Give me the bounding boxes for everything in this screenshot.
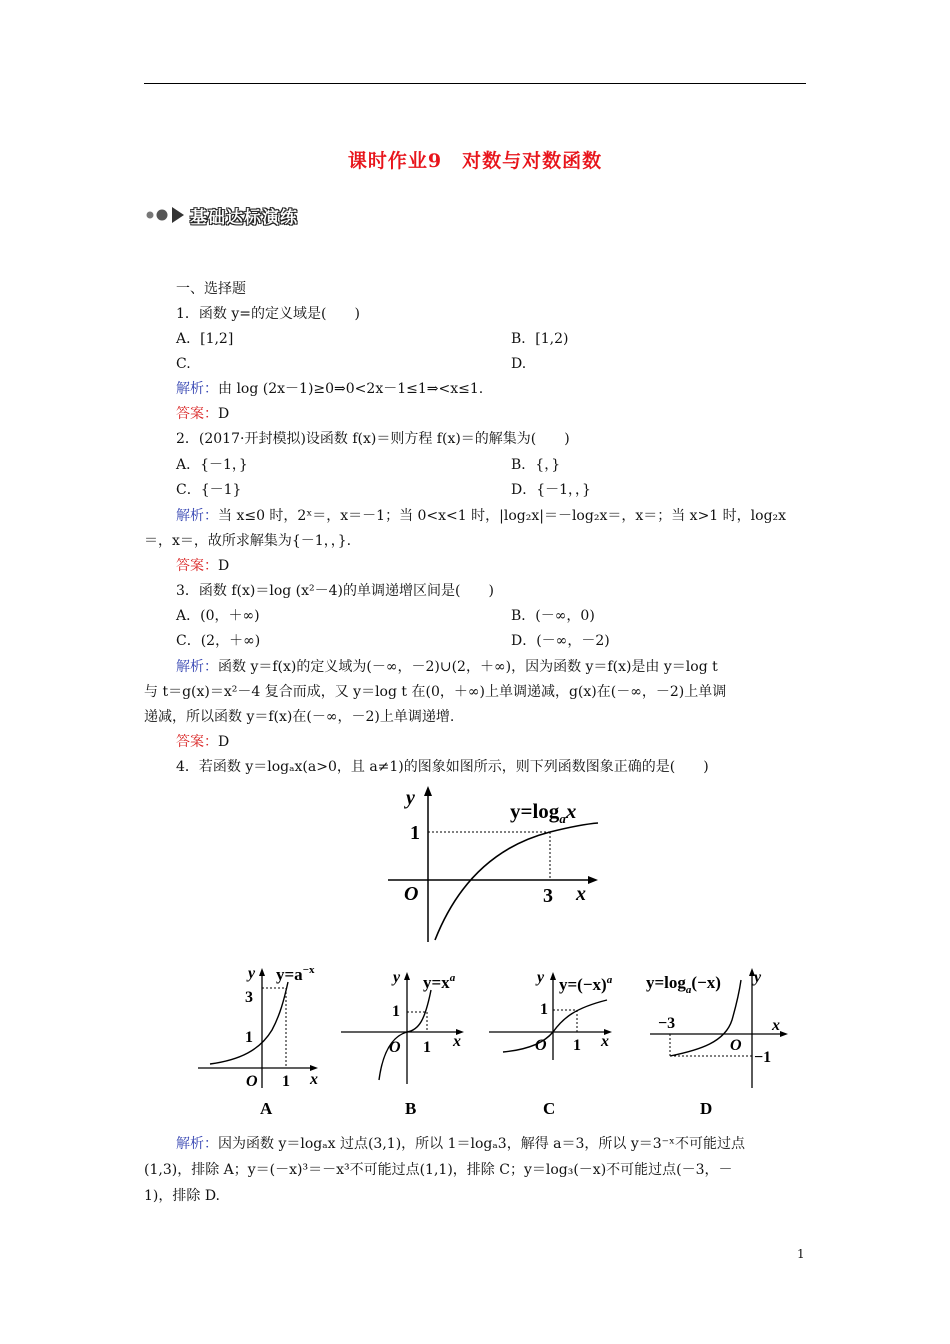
svg-text:1: 1 — [245, 1029, 253, 1046]
svg-text:−3: −3 — [658, 1015, 676, 1032]
q1-option-d: D. — [511, 356, 527, 372]
q4-stem: 4．若函数 y＝logₐx(a>0，且 a≠1)的图象如图所示，则下列函数图象正确的是( ) — [176, 759, 709, 775]
q2-analysis-1: 解析：当 x≤0 时，2ˣ＝，x＝－1；当 0<x<1 时，|log₂x|＝－log₂x＝，x＝；当 x>1 时，log₂x — [176, 508, 787, 524]
graph-c-label: C — [543, 1099, 556, 1118]
svg-text:y=(−x)a: $y=(-x)^a$ — [559, 974, 613, 994]
svg-text:1: 1 — [282, 1073, 290, 1090]
graph-c-curve — [503, 1000, 607, 1052]
answer-label: 答案： — [176, 406, 218, 422]
origin-label: O — [404, 883, 419, 905]
q2-option-c: C．{－1} — [176, 482, 242, 498]
q4-graph-b — [337, 960, 482, 1120]
y-axis-arrow — [424, 786, 432, 796]
graph-a-label: A — [260, 1099, 273, 1118]
page-title: 课时作业9 对数与对数函数 — [347, 150, 603, 172]
graph-b-curve — [379, 990, 431, 1080]
svg-text:1: 1 — [540, 1001, 548, 1018]
svg-text:y: y — [393, 969, 401, 986]
q3-analysis-2: 与 t＝g(x)＝x²－4 复合而成，又 y＝log t 在(0，＋∞)上单调递减，g(x)在(－∞，－2)上单调 — [144, 684, 727, 700]
q1-answer: 答案：D — [176, 406, 230, 422]
svg-text:y: y — [537, 969, 545, 986]
q4-graph-c — [485, 960, 630, 1120]
function-label: $y=\log_ax$ — [510, 799, 577, 826]
svg-text:y=loga(−x): $y=\log_a(-x)$ — [646, 973, 721, 996]
q3-option-a: A．(0，＋∞) — [176, 608, 260, 624]
graph-d-label: D — [700, 1099, 713, 1118]
q4-graph-a — [190, 960, 335, 1120]
svg-text:O: O — [535, 1037, 547, 1054]
q4-graph-d — [640, 960, 800, 1120]
section-heading: 一、选择题 — [176, 281, 246, 297]
y-label: y — [406, 787, 415, 809]
q2-option-d: D．{－1，，} — [511, 482, 591, 498]
q2-stem: 2．(2017·开封模拟)设函数 f(x)＝则方程 f(x)＝的解集为( ) — [176, 431, 570, 447]
q4-analysis-3: 1)，排除 D. — [144, 1188, 220, 1204]
q1-analysis: 解析：由 log (2x－1)≥0⇒0<2x－1≤1⇒<x≤1. — [176, 381, 484, 397]
q4-analysis-2: (1,3)，排除 A；y＝(－x)³＝－x³不可能过点(1,1)，排除 C；y＝log₃(－x)不可能过点(－3，－ — [144, 1162, 733, 1178]
x-label: x — [576, 883, 586, 905]
x-axis-arrow — [588, 876, 598, 884]
q2-option-b: B．{，} — [511, 457, 561, 473]
q3-option-c: C．(2，＋∞) — [176, 633, 261, 649]
svg-text:1: 1 — [423, 1039, 431, 1056]
q1-option-c: C. — [176, 356, 191, 372]
q2-answer: 答案：D — [176, 558, 230, 574]
graph-b-label: B — [405, 1099, 417, 1118]
q3-analysis-3: 递减，所以函数 y＝f(x)在(－∞，－2)上单调递增. — [144, 709, 455, 725]
one-label: 1 — [410, 822, 420, 844]
q3-option-d: D．(－∞，－2) — [511, 633, 610, 649]
q3-analysis-1: 解析：函数 y＝f(x)的定义域为(－∞，－2)∪(2，＋∞)，因为函数 y＝f(x)是由 y＝log t — [176, 659, 718, 675]
log-curve — [435, 823, 598, 940]
q3-option-b: B．(－∞，0) — [511, 608, 595, 624]
svg-text:x: x — [601, 1033, 609, 1050]
q1-option-a: A．[1,2] — [176, 331, 234, 347]
svg-text:y: y — [248, 965, 256, 982]
q3-stem: 3．函数 f(x)＝log (x²－4)的单调递增区间是( ) — [176, 583, 494, 599]
three-label: 3 — [543, 885, 553, 907]
svg-text:1: 1 — [573, 1037, 581, 1054]
svg-text:O: O — [246, 1073, 258, 1090]
banner-text: 基础达标演练 — [190, 207, 298, 228]
q4-main-graph — [380, 782, 620, 944]
q1-option-b: B．[1,2) — [511, 331, 569, 347]
svg-text:x: x — [453, 1033, 461, 1050]
svg-text:O: O — [389, 1039, 401, 1056]
banner-dots-icon — [144, 203, 190, 227]
svg-text:O: O — [730, 1037, 742, 1054]
svg-text:y: y — [754, 969, 762, 986]
q2-option-a: A．{－1，} — [176, 457, 248, 473]
analysis-label: 解析： — [176, 381, 218, 397]
svg-text:y=a−x: $y=a^{-x}$ — [276, 964, 315, 984]
section-banner — [144, 203, 298, 227]
q2-analysis-2: ＝，x＝，故所求解集为{－1，，}. — [144, 533, 352, 549]
q1-stem: 1．函数 y=的定义域是( ) — [176, 306, 360, 322]
header-rule — [144, 83, 806, 84]
svg-text:y=xa: $y=x^a$ — [423, 972, 456, 992]
svg-text:x: x — [772, 1017, 780, 1034]
q4-analysis-1: 解析：因为函数 y＝logₐx 过点(3,1)，所以 1＝logₐ3，解得 a＝3，所以 y＝3⁻ˣ不可能过点 — [176, 1136, 745, 1152]
svg-text:−1: −1 — [754, 1049, 772, 1066]
q3-answer: 答案：D — [176, 734, 230, 750]
svg-text:1: 1 — [392, 1003, 400, 1020]
svg-text:x: x — [310, 1071, 318, 1088]
page-number: 1 — [797, 1247, 805, 1261]
svg-text:3: 3 — [245, 989, 253, 1006]
